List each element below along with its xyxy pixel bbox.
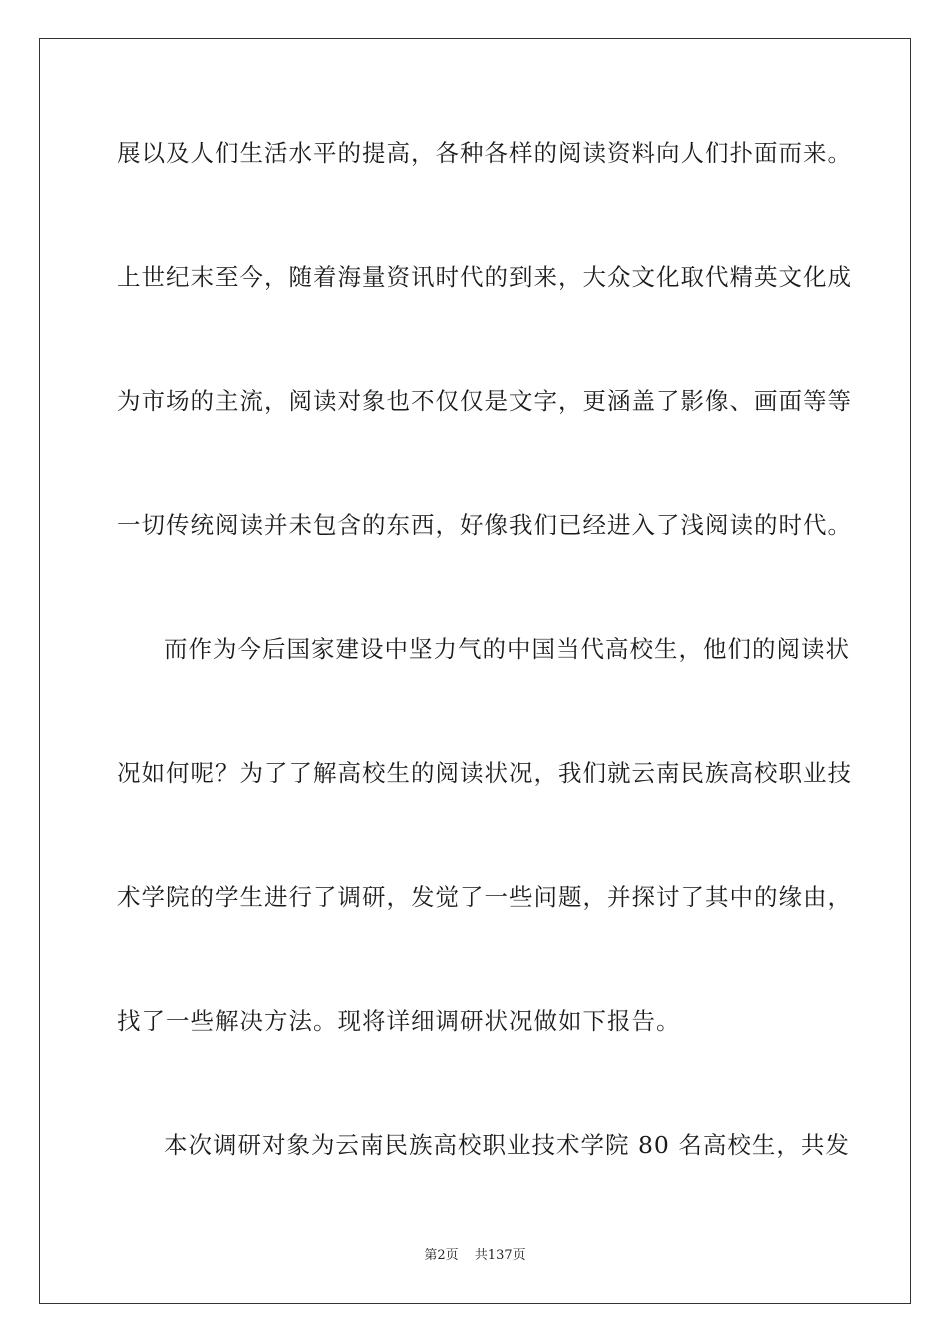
body-line-5: 而作为今后国家建设中坚力气的中国当代高校生，他们的阅读状 (164, 635, 850, 663)
body-line-4: 一切传统阅读并未包含的东西，好像我们已经进入了浅阅读的时代。 (117, 511, 852, 539)
body-line-9: 本次调研对象为云南民族高校职业技术学院 80 名高校生，共发 (164, 1131, 850, 1159)
body-line-7: 术学院的学生进行了调研，发觉了一些问题，并探讨了其中的缘由， (117, 883, 852, 911)
body-line-3: 为市场的主流，阅读对象也不仅仅是文字，更涵盖了影像、画面等等 (117, 387, 852, 415)
body-line-1: 展以及人们生活水平的提高，各种各样的阅读资料向人们扑面而来。 (117, 139, 852, 167)
body-line-6: 况如何呢？为了了解高校生的阅读状况，我们就云南民族高校职业技 (117, 759, 852, 787)
total-pages: 共137页 (474, 1248, 526, 1263)
page-number: 第2页 (424, 1248, 459, 1263)
body-line-2: 上世纪末至今，随着海量资讯时代的到来，大众文化取代精英文化成 (117, 263, 852, 291)
page-border (39, 38, 911, 1304)
page-footer (0, 1248, 950, 1264)
body-line-8: 找了一些解决方法。现将详细调研状况做如下报告。 (117, 1007, 681, 1035)
